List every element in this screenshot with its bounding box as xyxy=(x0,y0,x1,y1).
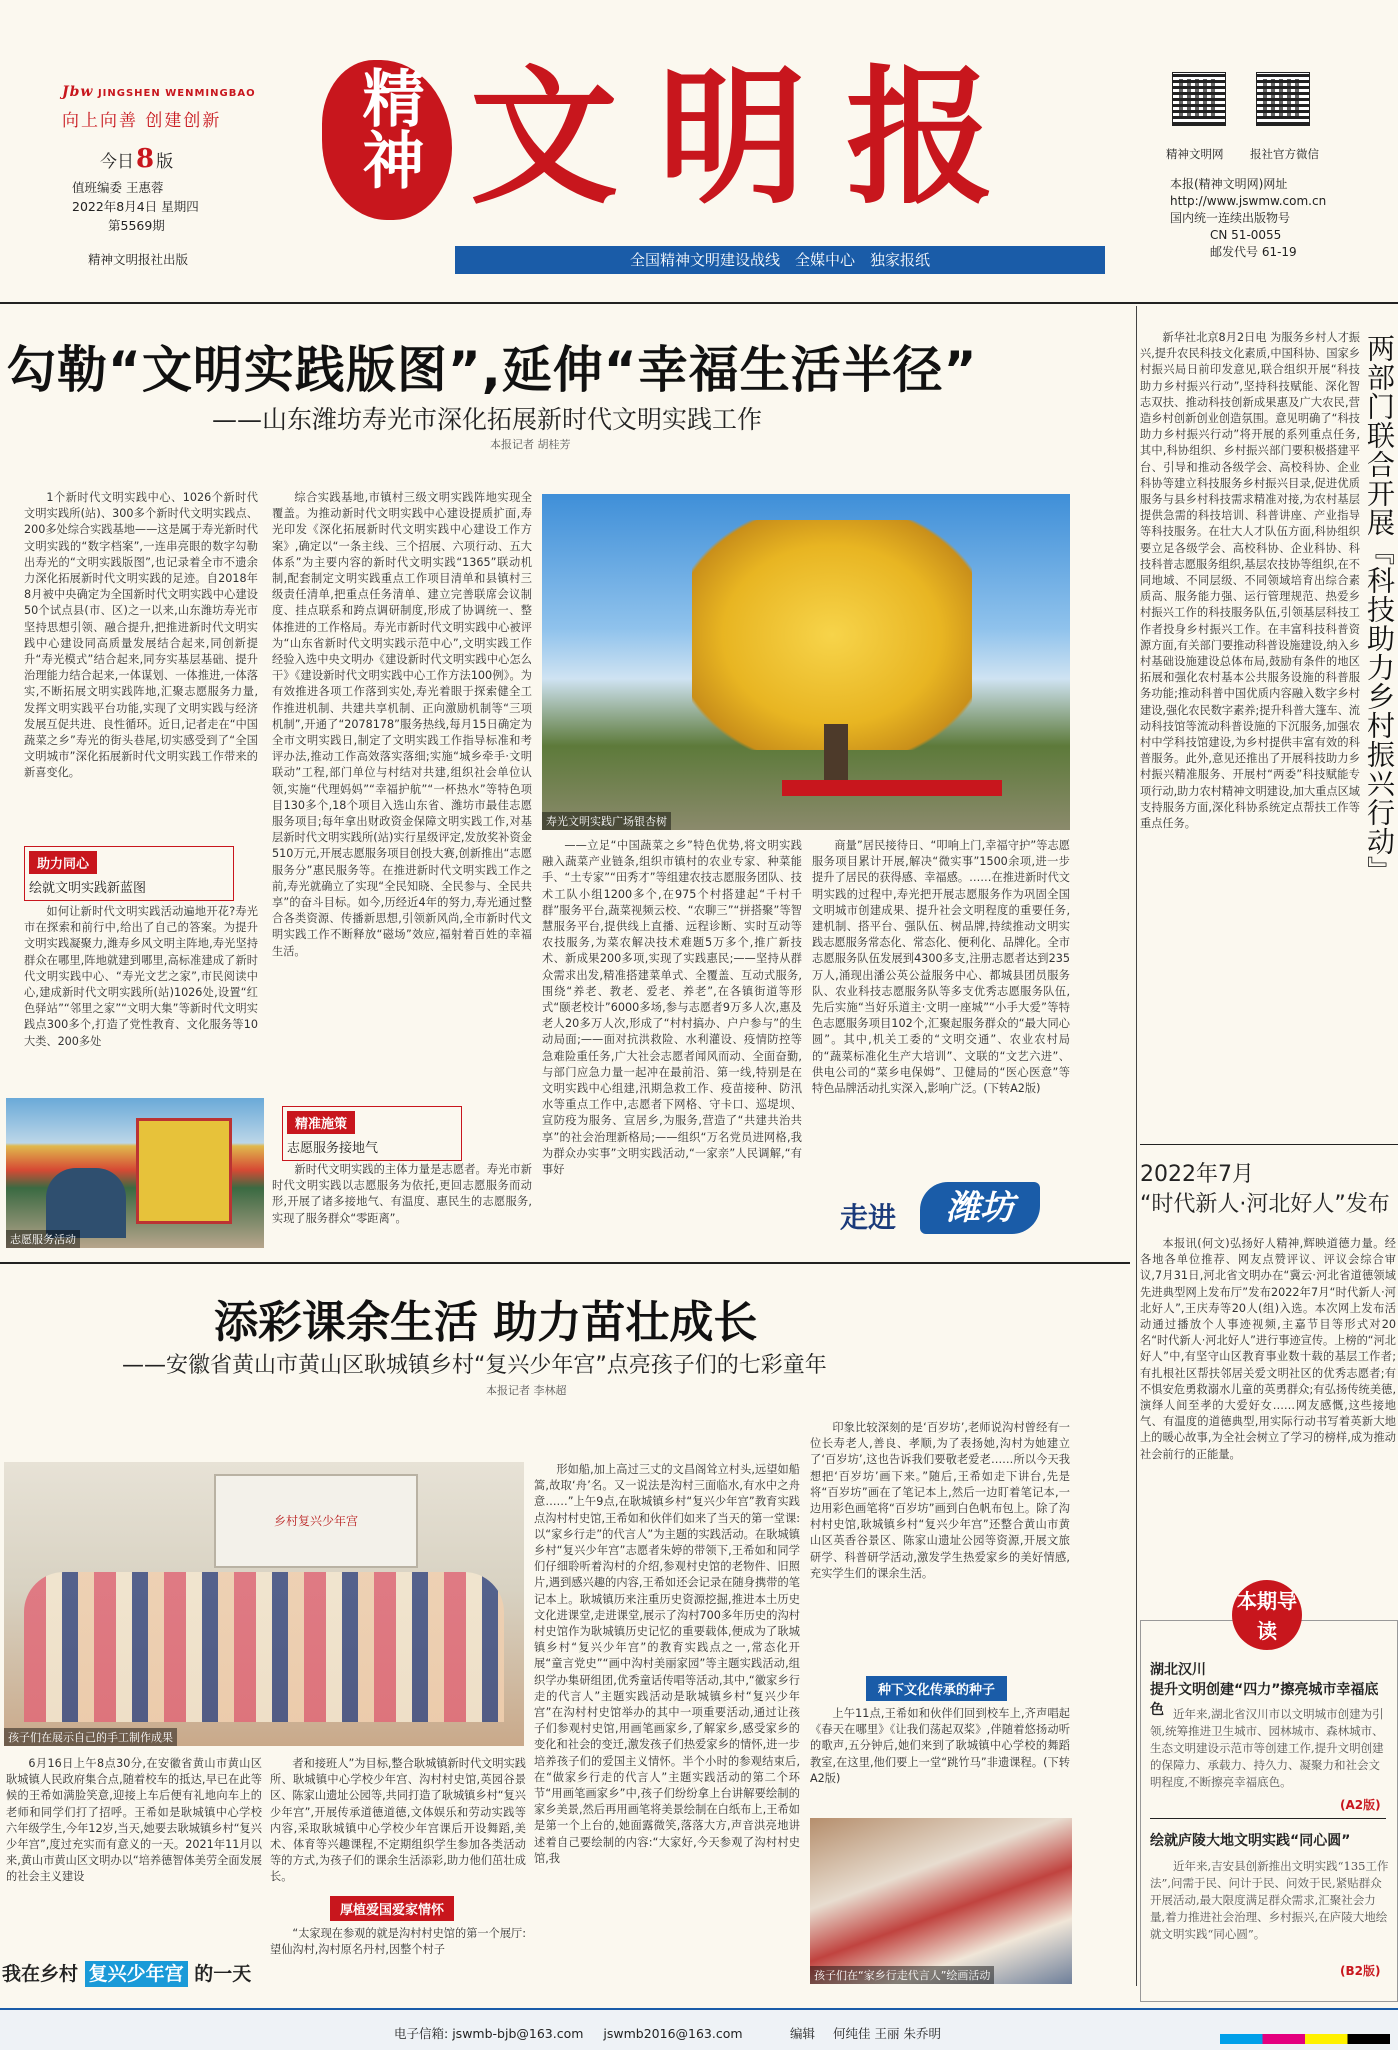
photo-children xyxy=(4,1462,524,1746)
lead-headline: 勾勒“文明实践版图”,延伸“幸福生活半径” xyxy=(6,341,978,399)
photo-drawing-caption: 孩子们在“家乡行走代言人”绘画活动 xyxy=(810,1966,994,1984)
lead-col-3: ——立足“中国蔬菜之乡”特色优势,将文明实践融入蔬菜产业链条,组织市镇村的农业专家、种菜能手、“土专家”“田秀才”等组建农技志愿服务团队、技术工队小组1200多个,在975个村搭建起“千村千群”服务平台,蔬菜视频云校、“农聊三”“拼搭聚”等智慧服务平台,提供线上直播、远程诊断、实时互动等农技服务,为菜农解决技术难题5万多个,推广新技术、新成果200多项,实现了实践惠民;——坚持从群众需求出发,精准搭建菜单式、全覆盖、互动式服务,围绕“养老、教老、爱老、养老”,在各镇街道等形式“颐老校计”6000多场,参与志愿者9万多人次,惠及老人20多万人次,形成了“村村搞办、户户参与”的生动局面;——面对抗洪救险、水利灌设、疫情防控等急难险重任务,广大社会志愿者闻风而动、全面奋勤,与部门应急力量一起冲在最前沿、第一线,特别是在文明实践中心组建,汛期急救工作、疫苗接种、防汛水等重点工作中,志愿者下网格、守卡口、巡堤坝、宣防疫为服务、宣居乡,为服务,营造了“共建共治共享”的社会治理新格局;——组织“万名党员进网格,我为群众办实事”文明实践活动,“一家亲”人民调解,“有事好 xyxy=(542,839,802,1177)
digest-1-body: 近年来,湖北省汉川市以文明城市创建为引领,统筹推进卫生城市、园林城市、森林城市、生态文明建设示范市等创建工作,提升文明创建的保障力、承载力、持久力、凝聚力和社会文明程度,不断擦亮幸福底色。 xyxy=(1150,1707,1384,1789)
photo-screen: 乡村复兴少年宫 xyxy=(214,1474,418,1568)
footer-email: 电子信箱: jswmb-bjb@163.com jswmb2016@163.com xyxy=(394,2026,743,2041)
second-subtitle: ——安徽省黄山市黄山区耿城镇乡村“复兴少年宫”点亮孩子们的七彩童年 xyxy=(122,1353,827,1378)
slogan: 向上向善 创建创新 xyxy=(62,111,222,131)
column-logo: 我在乡村 复兴少年宫 的一天 xyxy=(2,1963,252,1985)
email-link-1[interactable]: jswmb-bjb@163.com xyxy=(452,2026,584,2041)
side-vertical-title: 两部门联合开展『科技助力乡村振兴行动』 xyxy=(1363,334,1396,885)
second-col-3: 形如船,加上高过三丈的文昌阁耸立村头,远望如船篙,故取‘舟’名。又一说法是沟村三面临水,有水中之舟意……”上午9点,在耿城镇乡村“复兴少年宫”教育实践点沟村村史馆,王希如和伙伴们如来了当天的第一堂课:以“家乡行走”的代言人”为主题的实践活动。在耿城镇乡村“复兴少年宫”志愿者朱婷的带领下,王希如和同学们仔细聆听着沟村的介绍,参观村史馆的老物件、旧照片,遇到感兴趣的内容,王希如还会记录在随身携带的笔记本上。耿城镇历来注重历史资源挖掘,推进本土历史文化进课堂,走进课堂,展示了沟村700多年历史的沟村村史馆作为耿城镇历史记忆的重要载体,便成为了耿城镇乡村“复兴少年宫”的教育实践点之一,常态化开展“童言党史”“画中沟村美丽家园”等主题实践活动,组织学办集研组团,优秀童话传唱等活动,其中,“徽家乡行走的代言人”主题实践活动是耿城镇乡村“复兴少年宫”在沟村村史馆举办的其中一项重要活动,通过让孩子们参观村史馆,用画笔画家乡,了解家乡,感受家乡的变化和社会的变迁,激发孩子们热爱家乡的情怀,进一步培养孩子们的爱国主义情怀。半个小时的参观结束后,在“做家乡行走的代言人”主题实践活动的第二个环节“用画笔画家乡”中,孩子们纷纷拿上台讲解要绘制的家乡美景,然后再用画笔将美景绘制在白纸布上,王希如是第一个上台的,她面露微笑,落落大方,声音洪亮地讲述着自己要绘制的内容:“大家好,今天参观了沟村村史馆,我 xyxy=(534,1463,800,1865)
photo-ginkgo-tree xyxy=(542,494,1070,830)
color-registration-strip xyxy=(1220,2034,1390,2044)
digest-2-ref: (B2版) xyxy=(1340,1964,1381,1978)
award-col: 本报讯(何文)弘扬好人精神,辉映道德力量。经各地各单位推荐、网友点赞评议、评议会综合审议,7月31日,河北省文明办在“冀云·河北省道德领域先进典型网上发布厅”发布2022年7月“时代新人·河北好人”,王庆寿等20人(组)入选。本次网上发布活动通过播放个人事迹视频,主嘉节目等形式对20名“时代新人·河北好人”进行事迹宣传。上榜的“河北好人”中,有坚守山区教育事业数十载的基层工作者;有扎根社区帮扶邻居关爱文明社区的优秀志愿者;有不惧安危勇救溺水儿童的英勇群众;有弘扬传统美德,演绎人间至孝的大爱好女……网友感慨,这些接地气、有温度的道德典型,用实际行动书写着英新大地上的暖心故事,为全社会树立了学习的榜样,成为推动社会前行的正能量。 xyxy=(1140,1237,1396,1461)
tag-help: 助力同心 绘就文明实践新蓝图 xyxy=(24,846,234,901)
photo-ginkgo-caption: 寿光文明实践广场银杏树 xyxy=(542,812,671,830)
publisher: 精神文明报社出版 xyxy=(88,252,189,267)
photo-volunteers xyxy=(6,1098,264,1248)
lead-col-1: 1个新时代文明实践中心、1026个新时代文明实践所(站)、300多个新时代文明实践点、200多处综合实践基地——这是属于寿光新时代文明实践的“数字档案”,一连串亮眼的数字勾勒出寿光的“文明实践版图”,也记录着全市不遗余力深化拓展新时代文明实践的足迹。自2018年8月被中央确定为全国新时代文明实践中心建设50个试点县(市、区)之一以来,山东潍坊寿光市坚持思想引领、融合提升,把推进新时代文明实践中心建设同高质量发展结合起来,同创新提升“寿光模式”结合起来,同夯实基层基础、提升治理能力结合起来,一体谋划、一体推进,一体落实,不断拓展文明实践阵地,汇聚志愿服务力量,发挥文明实践平台功能,实现了文明实践与经济发展互促共进、良性循环。近日,记者走在“中国蔬菜之乡”寿光的街头巷尾,切实感受到了“全国文明城市”深化拓展新时代文明实践工作带来的新喜变化。 xyxy=(24,491,258,780)
footer-editors: 编辑 何纯佳 王丽 朱乔明 xyxy=(790,2026,941,2041)
second-col-4: 印象比较深刻的是‘百岁坊’,老师说沟村曾经有一位长寿老人,善良、孝顺,为了表扬她,沟村为她建立了‘百岁坊’,这也告诉我们要敬老爱老……所以今天我想把‘百岁坊’画下来。”随后,王希如走下讲台,先是将“百岁坊”画在了笔记本上,然后一边盯着笔记本,一边用彩色画笔将“百岁坊”画到白色帆布包上。除了沟村村史馆,耿城镇乡村“复兴少年宫”还整合黄山市黄山区英香谷景区、陈家山遗址公园等资源,开展文旅研学、科普研学活动,激发学生热爱家乡的美好情感,充实学生们的课余生活。 xyxy=(810,1421,1070,1580)
digest-1-title: 湖北汉川 提升文明创建“四力”擦亮城市幸福底色 xyxy=(1150,1662,1379,1718)
side-divider-1 xyxy=(1140,1144,1398,1145)
digest-2-title: 绘就庐陵大地文明实践“同心圆” xyxy=(1150,1833,1351,1849)
second-col-2b: “太家现在参观的就是沟村村史馆的第一个展厅:望仙沟村,沟村原名丹村,因整个村子 xyxy=(270,1927,526,1957)
lead-byline: 本报记者 胡桂芳 xyxy=(490,438,571,451)
today-pages: 今日8 版 xyxy=(100,144,174,174)
photo-tree-crown xyxy=(692,520,972,750)
photo-drawing xyxy=(810,1818,1072,1984)
second-col-4b: 上午11点,王希如和伙伴们回到校车上,齐声唱起《春天在哪里》《让我们荡起双桨》,伴随着悠扬动听的歌声,五分钟后,她们来到了耿城镇中心学校的舞蹈教室,在这里,他们要上一堂“跳竹马”非遗课程。(下转A2版) xyxy=(810,1707,1070,1785)
brand-mark: Jbw xyxy=(62,84,94,100)
photo-kiosk xyxy=(136,1118,232,1224)
lead-col-2: 综合实践基地,市镇村三级文明实践阵地实现全覆盖。为推动新时代文明实践中心建设提质扩面,寿光印发《深化拓展新时代文明实践中心建设工作方案》,确定以“一条主线、三个招展、六项行动、五大体系”为主要内容的新时代文明实践“1365”联动机制,配套制定文明实践重点工作项目清单和县镇村三级责任清单,把重点任务清单、建立完善联席会议制度、挂点联系和跨点调研制度,形成了协调统一、整体推进的工作格局。寿光市新时代文明实践中心被评为“山东省新时代文明实践示范中心”,文明实践工作经验入选中央文明办《建设新时代文明实践中心怎么干》《建设新时代文明实践中心工作方法100例》。为有效推进各项工作落到实处,寿光着眼于探索健全工作推进机制、共建共享机制、正向激励机制等“三项机制”,开通了“2078178”服务热线,每月15日确定为全市文明实践日,制定了文明实践工作指导标准和考评办法,推动工作高效落实落细;实施“城乡牵手·文明联动”工程,部门单位与村结对共建,组织社会单位认领,实施“代理妈妈”“幸福护航”“一杯热水”等特色项目130多个,18个项目入选山东省、潍坊市最佳志愿服务项目;每年拿出财政资金保障文明实践工作,对基层新时代文明实践所(站)实行星级评定,发放奖补资金510万元,开展志愿服务项目创投大赛,创新推出“志愿服务分”惠民服务等。在推进新时代文明实践工作之前,寿光就确立了实现“全民知晓、全民参与、全民共享”的奋斗目标。如今,历经近4年的努力,寿光通过整合各类资源、传播新思想,引领新风尚,全市新时代文明实践工作不断释放“磁场”效应,福射着百姓的幸福生活。 xyxy=(272,491,532,958)
pinyin-brand: Jbw JINGSHEN WENMINGBAO xyxy=(62,84,256,100)
issue-info: 值班编委 王惠蓉 2022年8月4日 星期四 第5569期 xyxy=(72,180,199,233)
sidebar-divider xyxy=(1136,306,1137,1986)
lead-subtitle: ——山东潍坊寿光市深化拓展新时代文明实践工作 xyxy=(212,405,763,434)
qr-code-site[interactable] xyxy=(1172,72,1226,126)
lead-divider xyxy=(0,1262,1130,1264)
lead-col-4: 商量”居民接待日、“叩响上门,幸福守护”等志愿服务项目累计开展,解决“微实事”1500余项,进一步提升了居民的获得感、幸福感。……在推进新时代文明实践的过程中,寿光把开展志愿服务作为巩固全国文明城市创建成果、提升社会文明程度的重要任务,建机制、搭平台、强队伍、树品牌,持续推动文明实践志愿服务常态化、常态化、便利化、品牌化。全市志愿服务队伍发展到4300多支,注册志愿者达到235万人,涌现出潘公英公益服务中心、都城县团员服务队、农业科技志愿服务队等多支优秀志愿服务队伍,先后实施“当好乐道主·文明一座城”“小手大爱”等特色志愿服务项目102个,汇聚起服务群众的“最大同心圆”。其中,机关工委的“文明交通”、农业农村局的“蔬菜标准化生产大培训”、文联的“文艺六进”、供电公司的“菜乡电保姆”、卫健局的“医心医意”等特色品牌活动扎实深入,影响广泛。(下转A2版) xyxy=(812,839,1070,1096)
photo-volunteers-caption: 志愿服务活动 xyxy=(6,1230,80,1248)
logo-title: 文明报 xyxy=(470,50,1034,224)
walk-city-badge: 潍坊 xyxy=(920,1182,1040,1234)
qr2-label: 报社官方微信 xyxy=(1250,147,1319,161)
photo-children-caption: 孩子们在展示自己的手工制作成果 xyxy=(4,1728,177,1746)
lead-col-2b: 新时代文明实践的主体力量是志愿者。寿光市新时代文明实践以志愿服务为依托,更回志愿服务而动形,开展了诸多接地气、有温度、惠民生的志愿服务,实现了服务群众“零距离”。 xyxy=(272,1163,532,1225)
photo-kids-row xyxy=(24,1572,504,1722)
tag-patriot: 厚植爱国爱家情怀 xyxy=(330,1896,454,1921)
walk-in-weifang-logo: 走进 潍坊 xyxy=(830,1178,1070,1240)
photo-red-banner xyxy=(782,780,1002,796)
qr1-label: 精神文明网 xyxy=(1166,147,1224,161)
masthead-divider xyxy=(0,302,1398,304)
second-headline: 添彩课余生活 助力苗壮成长 xyxy=(214,1297,758,1348)
digest-2-body: 近年来,吉安县创新推出文明实践“135工作法”,问需于民、问计于民、问效于民,紧贴群众开展活动,最大限度满足群众需求,汇聚社会力量,着力推进社会治理、乡村振兴,在庐陵大地绘就文明实践“同心圆”。 xyxy=(1150,1859,1389,1941)
photo-people xyxy=(46,1168,126,1238)
banner: 全国精神文明建设战线 全媒中心 独家报纸 xyxy=(455,246,1105,274)
second-col-2: 者和接班人”为目标,整合耿城镇新时代文明实践所、耿城镇中心学校少年宫、沟村村史馆,英园谷景区、陈家山遗址公园等,共同打造了耿城镇乡村“复兴少年宫”,开展传承道德道德,文体娱乐和劳动实践等内容,采取耿城镇中心学校少年宫课后开设舞蹈,美术、体育等兴趣课程,不定期组织学生参加各类活动等的方式,为孩子们的课余生活添彩,助力他们茁壮成长。 xyxy=(270,1757,526,1884)
award-title: 2022年7月 “时代新人·河北好人”发布 xyxy=(1140,1162,1390,1217)
digest-divider xyxy=(1150,1818,1386,1819)
side-news-col: 新华社北京8月2日电 为服务乡村人才振兴,提升农民科技文化素质,中国科协、国家乡村振兴局日前印发意见,联合组织开展“科技助力乡村振兴行动”,坚持科技赋能、深化智志双扶、推动科技创新成果惠及广大农民,营造乡村创新创业创造氛围。意见明确了“科技助力乡村振兴行动”将开展的系列重点任务,其中,科协组织、乡村振兴部门要积极搭建平台、引导和推动各级学会、高校科协、企业科协等建立科技服务乡村振兴目录,促进优质服务与县乡村科技需求精准对接,为农村基层提供急需的科技培训、科普讲座、产业指导等科技服务。在壮大人才队伍方面,科协组织要立足各级学会、高校科协、企业科协、科技科普志愿服务组织,基层农技协等组织,在不同地域、不同层级、不同领域培育出综合素质高、服务能力强、运行管理规范、热爱乡村振兴工作的科技服务队伍,引领基层科技工作者投身乡村振兴工作。在丰富科技科普资源方面,有关部门要推动科普设施建设,纳入乡村基础设施建设总体布局,鼓励有条件的地区拓展和强化农村基本公共服务设施的科普服务功能;推动科普中国优质内容融入数字乡村建设,强化农民数字素养;提升科普大篷车、流动科技馆等流动科普设施的下沉服务,加强农村中学科技馆建设,为乡村提供丰富有效的科普服务。此外,意见还推出了开展科技助力乡村振兴精准服务、开展村“两委”科技赋能专项行动,助力农村精神文明建设,加大重点区域支持服务方面,深化科协系统定点帮扶工作等重点任务。 xyxy=(1140,331,1360,831)
second-col-1: 6月16日上午8点30分,在安徽省黄山市黄山区耿城镇人民政府集合点,随着校车的抵达,早已在此等候的王希如满脸笑意,迎接上车后便有礼地向车上的老师和同学们打了招呼。王希如是耿城镇中心学校六年级学生,今年12岁,当天,她要去耿城镇乡村“复兴少年宫”,度过充实而有意义的一天。2021年11月以来,黄山市黄山区文明办以“培养德智体美劳全面发展的社会主义建设 xyxy=(6,1757,262,1884)
second-byline: 本报记者 李林超 xyxy=(486,1384,567,1397)
tag-culture: 种下文化传承的种子 xyxy=(866,1676,1007,1701)
email-link-2[interactable]: jswmb2016@163.com xyxy=(603,2026,743,2041)
masthead xyxy=(0,0,1398,300)
digest-badge: 本期导读 xyxy=(1232,1580,1302,1650)
lead-col-1b: 如何让新时代文明实践活动遍地开花?寿光市在探索和前行中,给出了自己的答案。为提升文明实践凝聚力,潍寿乡风文明主阵地,寿光坚持群众在哪里,阵地就建到哪里,高标准建成了新时代文明实践中心、“寿光文艺之家”,市民阅读中心,建成新时代文明实践所(站)1026处,设置“红色驿站”“邻里之家”“文明大集”等新时代文明实践点300多个,打造了党性教育、文化服务等10大类、200多处 xyxy=(24,905,258,1048)
tag-precise: 精准施策 志愿服务接地气 xyxy=(282,1106,462,1161)
qr-code-wechat[interactable] xyxy=(1256,72,1310,126)
logo-seal-text: 精神 xyxy=(352,66,425,190)
contact-info: 本报(精神文明网)网址 http://www.jswmw.com.cn 国内统一连续出版物号 CN 51-0055 邮发代号 61-19 xyxy=(1170,177,1327,259)
digest-1-ref: (A2版) xyxy=(1340,1798,1381,1812)
